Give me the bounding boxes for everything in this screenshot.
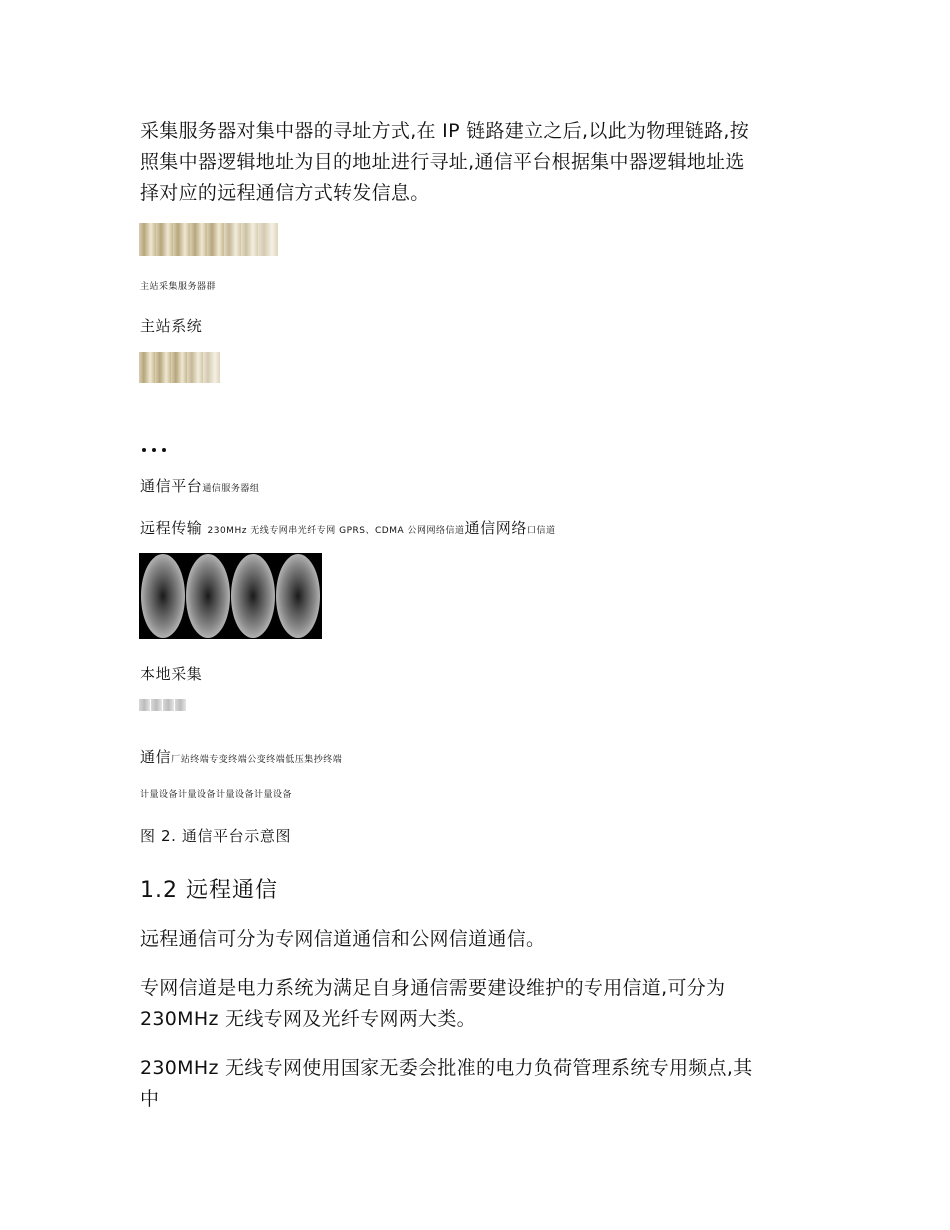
metering-label: 计量设备计量设备计量设备计量设备 bbox=[140, 790, 293, 800]
master-station-image bbox=[139, 352, 220, 383]
comm-network-label: 通信网络 bbox=[464, 519, 527, 537]
network-antenna-image bbox=[139, 553, 322, 639]
channels-label: 230MHz 无线专网串光纤专网 GPRS、CDMA 公网网络信道 bbox=[207, 526, 465, 536]
ellipsis-dots bbox=[142, 437, 172, 456]
comm-server-group-label: 通信服务器组 bbox=[202, 484, 260, 494]
section-paragraph bbox=[140, 973, 810, 1035]
paragraph-line: 专网信道是电力系统为满足自身通信需要建设维护的专用信道,可分为 bbox=[140, 977, 726, 999]
comm-platform-row bbox=[140, 475, 259, 496]
paragraph-line: 230MHz 无线专网使用国家无委会批准的电力负荷管理系统专用频点,其 bbox=[140, 1057, 753, 1079]
intro-line: 采集服务器对集中器的寻址方式,在 IP 链路建立之后,以此为物理链路,按 bbox=[140, 120, 750, 142]
comm-label: 通信 bbox=[140, 748, 172, 766]
figure-caption: 图 2. 通信平台示意图 bbox=[140, 827, 292, 845]
remote-transmission-row bbox=[140, 517, 555, 538]
terminals-label: 厂站终端专变终端公变终端低压集抄终端 bbox=[171, 755, 343, 765]
terminal-row bbox=[140, 746, 342, 767]
master-station-label: 主站系统 bbox=[140, 317, 203, 335]
intro-line: 照集中器逻辑地址为目的地址进行寻址,通信平台根据集中器逻辑地址选 bbox=[140, 151, 745, 173]
paragraph-line: 中 bbox=[140, 1088, 160, 1110]
section-paragraph bbox=[140, 924, 810, 955]
intro-line: 择对应的远程通信方式转发信息。 bbox=[140, 182, 430, 204]
paragraph-line: 230MHz 无线专网及光纤专网两大类。 bbox=[140, 1008, 476, 1030]
section-heading: 1.2 远程通信 bbox=[140, 878, 278, 903]
paragraph-line: 远程通信可分为专网信道通信和公网信道通信。 bbox=[140, 928, 546, 950]
intro-paragraph bbox=[140, 116, 810, 209]
server-group-label: 主站采集服务器群 bbox=[140, 282, 217, 292]
port-channel-label: 口信道 bbox=[526, 526, 556, 536]
remote-transmission-label: 远程传输 bbox=[140, 519, 203, 537]
terminal-image bbox=[139, 699, 187, 711]
comm-platform-label: 通信平台 bbox=[140, 477, 203, 495]
section-paragraph bbox=[140, 1053, 810, 1115]
server-group-image bbox=[139, 223, 278, 256]
local-collection-label: 本地采集 bbox=[140, 665, 203, 683]
